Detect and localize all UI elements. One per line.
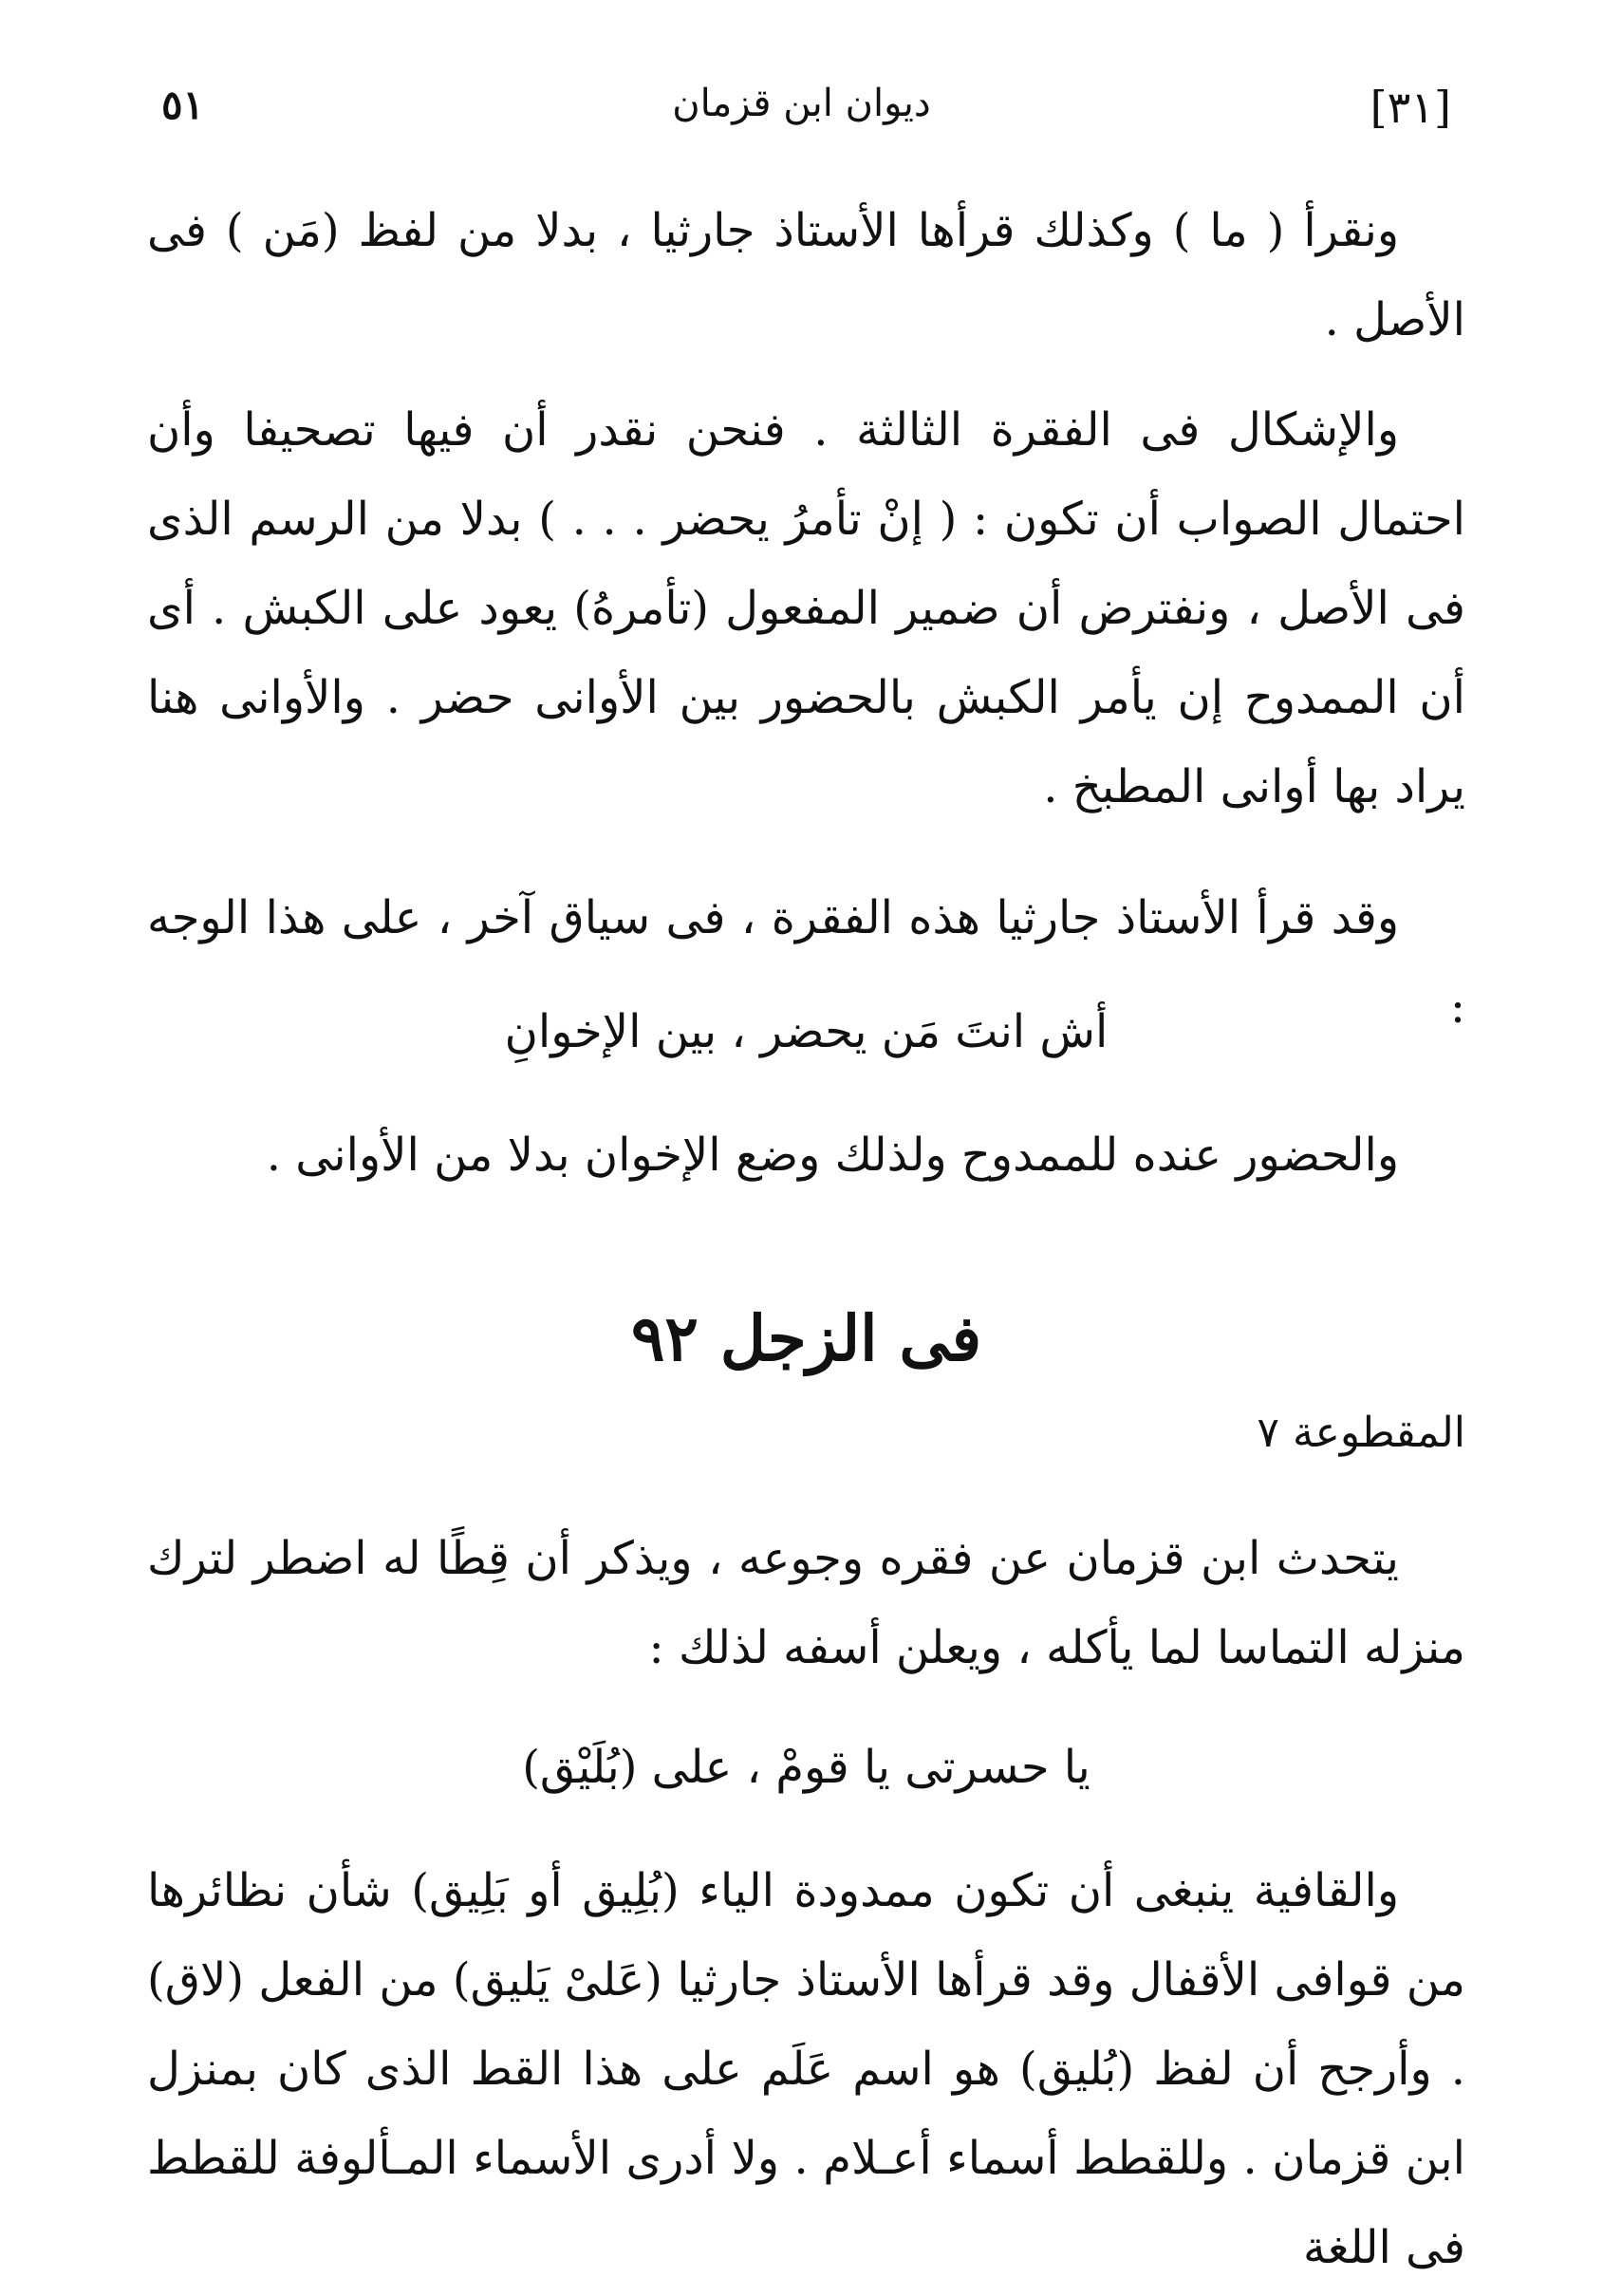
paragraph-2: والإشكال فى الفقرة الثالثة . فنحن نقدر أن فيها تصحيفا وأن احتمال الصواب أن تكون : ( إنْ تأمرُ يحضر . . . ) بدلا من الرسم الذى فى الأصل ، ونفترض أن ضمير المفعول (تأمرهُ) يعود على الكبش . أى أن الممدوح إن يأمر الكبش بالحضور بين الأوانى حضر . والأوانى هنا يراد بها أوانى المطبخ . (147, 403, 1465, 813)
section-subheading: المقطوعة ٧ (1257, 1409, 1465, 1457)
paragraph-3: وقد قرأ الأستاذ جارثيا هذه الفقرة ، فى سياق آخر ، على هذا الوجه : (147, 891, 1465, 1034)
book-title: ديوان ابن قزمان (672, 82, 931, 125)
page-number: ٥١ (161, 82, 205, 128)
paragraph-1: ونقرأ ( ما ) وكذلك قرأها الأستاذ جارثيا ، بدلا من لفظ (مَن ) فى الأصل . (147, 204, 1465, 346)
running-header (142, 82, 1461, 148)
verse-line-1: أش انتَ مَن يحضر ، بين الإخوانِ (504, 1005, 1109, 1058)
section-number: [٣١] (1370, 82, 1451, 133)
paragraph-4: والحضور عنده للممدوح ولذلك وضع الإخوان بدلا من الأوانى . (266, 1129, 1399, 1182)
paragraph-6: والقافية ينبغى أن تكون ممدودة الياء (بُلِيق أو بَلِيق) شأن نظائرها من قوافى الأقفال وقد قرأها الأستاذ جارثيا (عَلىْ يَليق) من الفعل (لاق) . وأرجح أن لفظ (بُليق) هو اسم عَلَم على هذا القط الذى كان بمنزل ابن قزمان . وللقطط أسماء أعـلام . ولا أدرى الأسماء المـألوفة للقطط فى اللغة (147, 1864, 1465, 2274)
section-heading: فى الزجل ٩٢ (630, 1301, 982, 1375)
paragraph-5: يتحدث ابن قزمان عن فقره وجوعه ، ويذكر أن قِطًا له اضطر لترك منزله التماسا لما يأكله ، ويعلن أسفه لذلك : (147, 1532, 1465, 1674)
verse-line-2: يا حسرتى يا قومْ ، على (بُلَيْق) (522, 1741, 1090, 1794)
